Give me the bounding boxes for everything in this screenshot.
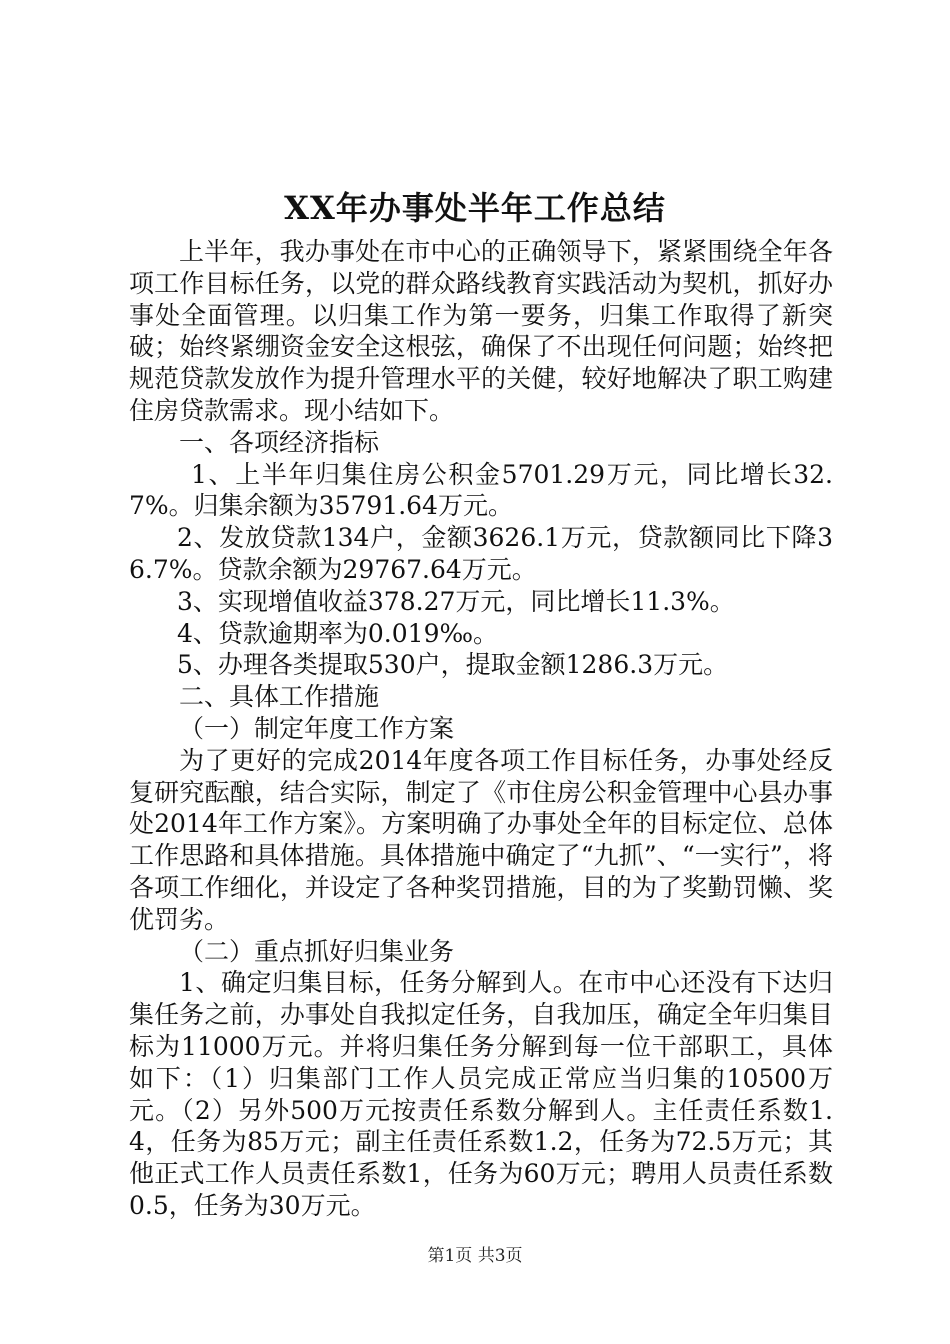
indicator-item-1: 1、上半年归集住房公积金5701.29万元，同比增长32.7%。归集余额为35791.64万元。 bbox=[129, 459, 833, 521]
annual-plan-paragraph: 为了更好的完成2014年度各项工作目标任务，办事处经反复研究酝酿，结合实际，制定了《市住房公积金管理中心县办事处2014年工作方案》。方案明确了办事处全年的目标定位、总体工作思路和具体措施。具体措施中确定了“九抓”、“一实行”，将各项工作细化，并设定了各种奖罚措施，目的为了奖勤罚懒、奖优罚劣。 bbox=[129, 745, 833, 934]
section-heading-economic-indicators: 一、各项经济指标 bbox=[179, 427, 380, 457]
document-title: XX年办事处半年工作总结 bbox=[284, 189, 666, 227]
indicator-item-3: 3、实现增值收益378.27万元，同比增长11.3%。 bbox=[177, 586, 735, 616]
page-indicator: 第1页 共3页 bbox=[427, 1246, 523, 1266]
indicator-item-5: 5、办理各类提取530户，提取金额1286.3万元。 bbox=[177, 650, 729, 680]
indicator-item-4: 4、贷款逾期率为0.019‰。 bbox=[177, 618, 499, 648]
collection-target-paragraph: 1、确定归集目标，任务分解到人。在市中心还没有下达归集任务之前，办事处自我拟定任务，自我加压，确定全年归集目标为11000万元。并将归集任务分解到每一位干部职工，具体如下：（1）归集部门工作人员完成正常应当归集的10500万元。（2）另外500万元按责任系数分解到人。主任责任系数1.4，任务为85万元；副主任责任系数1.2，任务为72.5万元；其他正式工作人员责任系数1，任务为60万元；聘用人员责任系数0.5，任务为30万元。 bbox=[129, 968, 833, 1220]
document-body bbox=[129, 236, 833, 1222]
subsection-heading-collection: （二）重点抓好归集业务 bbox=[179, 936, 455, 966]
subsection-heading-annual-plan: （一）制定年度工作方案 bbox=[179, 713, 455, 743]
intro-paragraph: 上半年，我办事处在市中心的正确领导下，紧紧围绕全年各项工作目标任务，以党的群众路线教育实践活动为契机，抓好办事处全面管理。以归集工作为第一要务，归集工作取得了新突破；始终紧绷资金安全这根弦，确保了不出现任何问题；始终把规范贷款发放作为提升管理水平的关健，较好地解决了职工购建住房贷款需求。现小结如下。 bbox=[129, 237, 833, 425]
indicator-item-2: 2、发放贷款134户，金额3626.1万元，贷款额同比下降36.7%。贷款余额为29767.64万元。 bbox=[129, 523, 833, 584]
section-heading-measures: 二、具体工作措施 bbox=[179, 682, 380, 712]
